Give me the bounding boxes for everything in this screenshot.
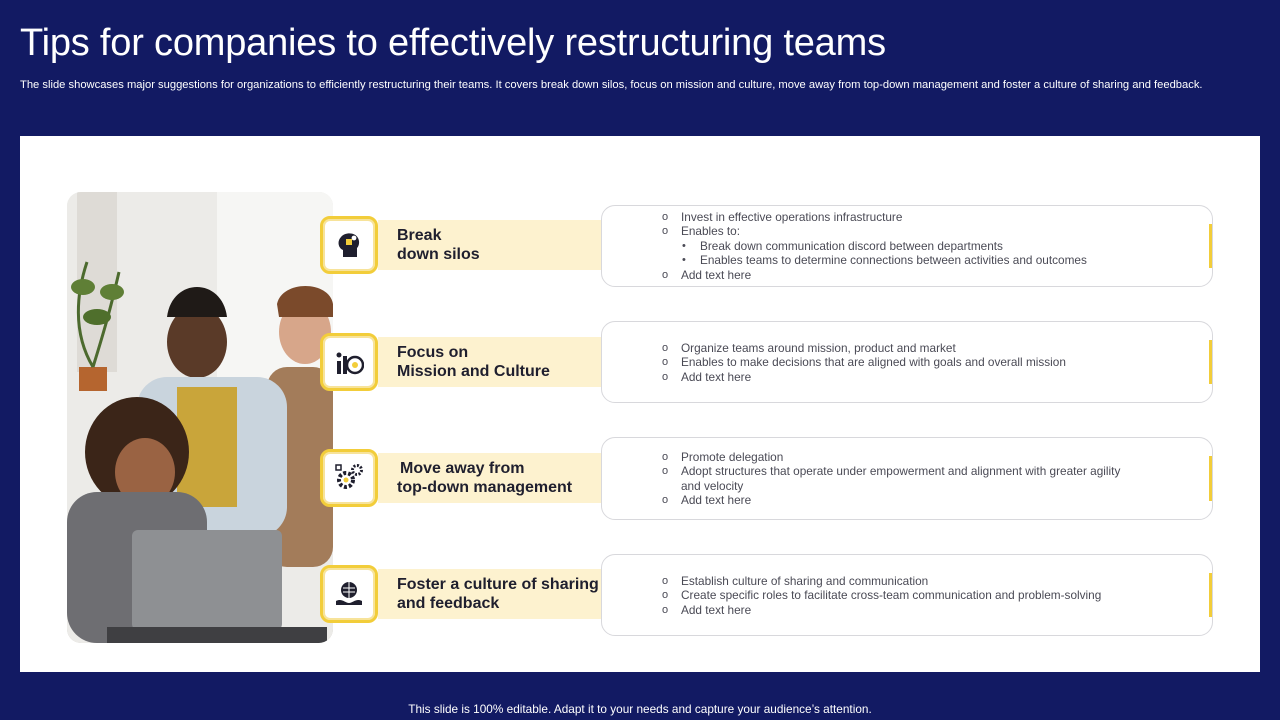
list-item: o Enables to: xyxy=(662,224,1172,238)
team-photo xyxy=(67,192,333,643)
list-item: o Add text here xyxy=(662,268,1172,282)
list-item: o Enables to make decisions that are aligned with goals and overall mission xyxy=(662,355,1172,369)
tip-points-list xyxy=(662,341,1172,384)
list-item: o Promote delegation xyxy=(662,450,1132,464)
list-item: o Add text here xyxy=(662,603,1172,617)
slide-footer: This slide is 100% editable. Adapt it to your needs and capture your audience’s attention. xyxy=(408,702,872,716)
list-item: o Establish culture of sharing and communication xyxy=(662,574,1172,588)
head-puzzle-icon xyxy=(320,216,378,274)
slide-subtitle: The slide showcases major suggestions for organizations to efficiently restructuring their teams. It covers break down silos, focus on mission and culture, move away from top-down management and foster a culture of sharing and feedback. xyxy=(20,79,1203,91)
list-item: • Enables teams to determine connections between activities and outcomes xyxy=(662,253,1172,267)
tip-details-1 xyxy=(601,205,1213,287)
tip-label-line-2: and feedback xyxy=(397,595,500,612)
list-item: • Break down communication discord between departments xyxy=(662,239,1172,253)
tip-label-line-1: Break xyxy=(397,227,442,244)
tip-label-line-1: Foster a culture of sharing xyxy=(397,576,599,593)
list-item: o Organize teams around mission, product and market xyxy=(662,341,1172,355)
tip-label-line-2: Mission and Culture xyxy=(397,363,550,380)
tip-points-list xyxy=(662,210,1172,282)
target-chart-icon xyxy=(320,333,378,391)
tip-details-3 xyxy=(601,437,1213,520)
tip-details-4 xyxy=(601,554,1213,636)
tip-label-line-1: Focus on xyxy=(397,344,469,361)
tip-points-list xyxy=(662,574,1172,617)
gears-icon xyxy=(320,449,378,507)
tip-label xyxy=(397,226,627,264)
list-item: o Add text here xyxy=(662,493,1132,507)
tip-label-line-1: Move away from xyxy=(400,460,525,477)
list-item: o Create specific roles to facilitate cross-team communication and problem-solving xyxy=(662,588,1172,602)
list-item: o Invest in effective operations infrastructure xyxy=(662,210,1172,224)
tip-details-2 xyxy=(601,321,1213,403)
list-item: o Add text here xyxy=(662,370,1172,384)
tip-points-list xyxy=(662,450,1132,508)
slide-title: Tips for companies to effectively restructuring teams xyxy=(20,22,886,64)
tip-label-line-2: down silos xyxy=(397,246,480,263)
tip-label xyxy=(397,575,627,613)
tip-label xyxy=(397,343,627,381)
globe-hands-icon xyxy=(320,565,378,623)
tip-label-line-2: top-down management xyxy=(397,479,573,496)
list-item: o Adopt structures that operate under empowerment and alignment with greater agility and velocity xyxy=(662,464,1132,493)
tip-label xyxy=(397,459,630,497)
